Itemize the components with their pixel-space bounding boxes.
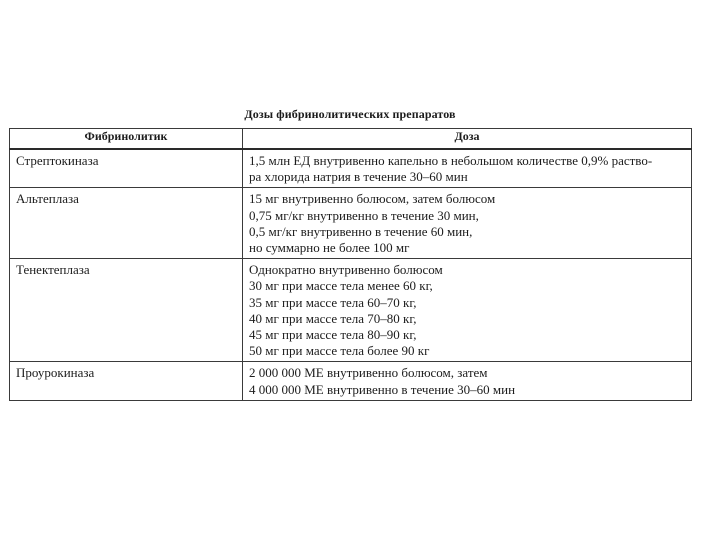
dose-line: 35 мг при массе тела 60–70 кг,	[249, 294, 417, 310]
table-row-prourokinase	[10, 362, 692, 400]
dose-table	[9, 128, 692, 401]
drug-name: Тенектеплаза	[10, 259, 243, 362]
dose-line: 0,5 мг/кг внутривенно в течение 60 мин,	[249, 223, 473, 239]
table-header-row	[10, 129, 692, 150]
dose-line: 1,5 млн ЕД внутривенно капельно в небольшом количестве 0,9% раство-	[249, 153, 653, 168]
table-title: Дозы фибринолитических препаратов	[244, 107, 456, 121]
dose-cell	[243, 188, 692, 259]
dose-line: 30 мг при массе тела менее 60 кг,	[249, 278, 433, 294]
dose-line: 45 мг при массе тела 80–90 кг,	[249, 327, 417, 343]
header-dose: Доза	[243, 129, 692, 150]
dose-line: 15 мг внутривенно болюсом, затем болюсом	[249, 191, 496, 207]
dose-cell	[243, 362, 692, 400]
dose-line: 4 000 000 МЕ внутривенно в течение 30–60 мин	[249, 381, 516, 397]
dose-line: 40 мг при массе тела 70–80 кг,	[249, 310, 417, 326]
dose-line: 50 мг при массе тела более 90 кг	[249, 343, 430, 359]
dose-cell	[243, 149, 692, 188]
dose-line: Однократно внутривенно болюсом	[249, 262, 443, 278]
header-fibrinolytic: Фибринолитик	[10, 129, 243, 150]
dose-line: 2 000 000 МЕ внутривенно болюсом, затем	[249, 365, 488, 381]
dose-cell	[243, 259, 692, 362]
drug-name: Стрептокиназа	[10, 149, 243, 188]
table-row-streptokinase	[10, 149, 692, 188]
table-row-tenecteplase	[10, 259, 692, 362]
dose-line: ра хлорида натрия в течение 30–60 мин	[249, 169, 468, 185]
table-row-alteplase	[10, 188, 692, 259]
dose-line: но суммарно не более 100 мг	[249, 240, 410, 256]
drug-name: Альтеплаза	[10, 188, 243, 259]
dose-line: 0,75 мг/кг внутривенно в течение 30 мин,	[249, 207, 479, 223]
drug-name: Проурокиназа	[10, 362, 243, 400]
